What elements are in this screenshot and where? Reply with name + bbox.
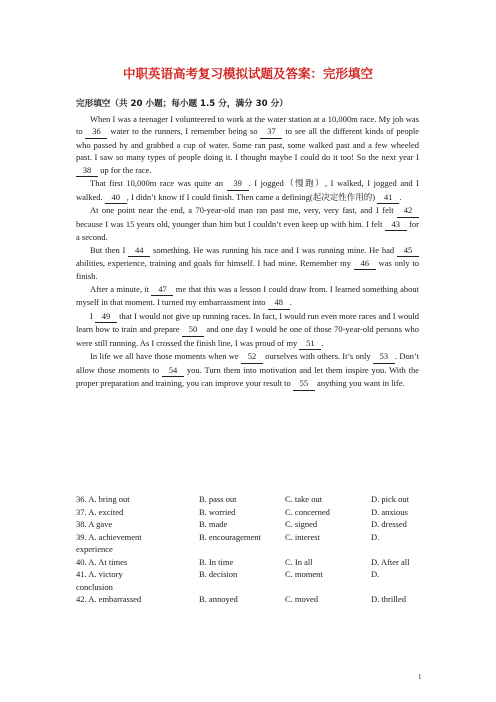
passage-text: water to the runners, I remember being so bbox=[107, 126, 261, 137]
option-row bbox=[76, 568, 419, 581]
passage-text: abilities, experience, training and goals for himself. I had mine. Remember my bbox=[76, 257, 354, 268]
passage-text: After a minute, it bbox=[90, 283, 152, 294]
passage-text: . bbox=[399, 191, 402, 202]
options-list bbox=[76, 493, 419, 606]
answer-blank: 39 bbox=[227, 177, 249, 190]
option-q: 38. A gave bbox=[76, 519, 113, 529]
option-c: C. take out bbox=[285, 494, 323, 504]
option-row bbox=[76, 593, 419, 606]
option-d: D. bbox=[371, 531, 380, 542]
passage-paragraph bbox=[76, 283, 419, 310]
passage-text: was only to finish. bbox=[76, 257, 419, 282]
passage-text: that I would not give up running races. In fact, I would run even more races and I would learn how to train and prepare bbox=[76, 310, 419, 335]
answer-blank: 36 bbox=[85, 125, 107, 138]
answer-blank: 46 bbox=[354, 257, 376, 270]
page-title: 中职英语高考复习模拟试题及答案：完形填空 bbox=[122, 66, 373, 81]
option-c: C. interest bbox=[285, 531, 320, 542]
option-d: D. After all bbox=[371, 556, 410, 567]
passage-paragraph bbox=[76, 177, 419, 204]
passage-text: something. He was running his race and I was running mine. He had bbox=[150, 244, 397, 255]
answer-blank: 47 bbox=[151, 283, 173, 296]
answer-blank: 45 bbox=[397, 244, 419, 257]
option-q: 41. A. victory bbox=[76, 569, 123, 579]
passage-text: But then I bbox=[90, 244, 129, 255]
passage-text: . bbox=[321, 337, 324, 348]
option-b: B. decision bbox=[199, 569, 238, 579]
option-q: 39. A. achievement bbox=[76, 531, 142, 542]
passage-text: , I didn’t know if I could finish. Then came a defining(起决定性作用的) bbox=[126, 191, 378, 202]
answer-blank: 49 bbox=[95, 310, 117, 323]
passage-text: you. Turn them into motivation and let them inspire you. With the proper preparation and training, you can improve your result to bbox=[76, 364, 420, 389]
passage-text: . Don’t allow those moments to bbox=[76, 351, 419, 375]
option-q: 40. A. At times bbox=[76, 556, 128, 567]
option-d: D. bbox=[371, 569, 380, 579]
option-row bbox=[76, 518, 419, 531]
passage-text: and one day I would be one of those 70-year-old persons who were still running. As I crossed the finish line, I was proud of my bbox=[76, 324, 419, 348]
option-b: B. encouragement bbox=[199, 531, 261, 542]
passage-text: At one point near the end, a 70-year-old man ran past me, very, very fast, and I felt bbox=[90, 205, 397, 216]
passage-paragraph bbox=[76, 204, 419, 243]
option-row bbox=[76, 493, 419, 506]
option-q: 37. A. excited bbox=[76, 506, 124, 517]
answer-blank: 55 bbox=[293, 377, 315, 390]
option-row bbox=[76, 531, 419, 544]
option-c: C. concerned bbox=[285, 506, 330, 517]
answer-blank: 38 bbox=[76, 164, 98, 177]
answer-blank: 43 bbox=[385, 218, 407, 231]
answer-blank: 40 bbox=[105, 191, 127, 204]
passage-text: me that this was a lesson I could draw from. I learned something about myself in that moment. I turned my embarrassment into bbox=[76, 283, 419, 308]
option-c: C. moved bbox=[285, 594, 319, 604]
answer-blank: 54 bbox=[162, 364, 184, 377]
option-c: C. In all bbox=[285, 556, 313, 567]
option-d: D. thrilled bbox=[371, 594, 406, 604]
answer-blank: 53 bbox=[373, 350, 395, 363]
page-number: 1 bbox=[418, 673, 422, 681]
passage-paragraph bbox=[76, 113, 419, 177]
passage bbox=[76, 113, 419, 391]
option-b: B. pass out bbox=[199, 494, 237, 504]
passage-text: That first 10,000m race was quite an bbox=[90, 178, 227, 189]
passage-text: I bbox=[90, 310, 95, 321]
passage-paragraph bbox=[76, 310, 419, 350]
answer-blank: 51 bbox=[299, 337, 321, 350]
answer-blank: 50 bbox=[182, 323, 204, 336]
answer-blank: 48 bbox=[268, 296, 290, 309]
passage-text: In life we all have those moments when we bbox=[90, 351, 241, 362]
option-c: C. signed bbox=[285, 519, 318, 529]
passage-text: ourselves with others. It’s only bbox=[263, 351, 373, 362]
passage-text: to see all the different kinds of people who passed by and grabbed a cup of water. Some ran past, some walked past and a few wheeled past. I saw so many types of people doing it. I thought maybe I could do it too! So the next year I bbox=[76, 126, 420, 163]
passage-text: because I was 15 years old, younger than him but I couldn’t even keep up with him. I felt bbox=[76, 218, 385, 229]
passage-text: for a second. bbox=[76, 218, 419, 243]
passage-text: When I was a teenager I volunteered to work at the water station at a 10,000m race. My job was to bbox=[76, 114, 419, 137]
option-b: B. In time bbox=[199, 556, 234, 567]
option-d: D. dressed bbox=[371, 519, 407, 529]
passage-text: . bbox=[289, 297, 292, 308]
answer-blank: 52 bbox=[241, 350, 263, 363]
answer-blank: 42 bbox=[397, 204, 419, 217]
passage-text: anything you want in life. bbox=[314, 378, 405, 389]
option-b: B. annoyed bbox=[199, 594, 238, 604]
option-d: D. pick out bbox=[371, 494, 410, 504]
option-d: D. anxious bbox=[371, 506, 408, 517]
option-row bbox=[76, 506, 419, 519]
section-heading: 完形填空（共 20 小题；每小题 1.5 分，满分 30 分） bbox=[76, 99, 288, 109]
option-row bbox=[76, 556, 419, 569]
passage-paragraph bbox=[76, 350, 419, 390]
answer-blank: 44 bbox=[128, 244, 150, 257]
option-q: 42. A. embarrassed bbox=[76, 594, 142, 604]
answer-blank: 41 bbox=[377, 191, 399, 204]
option-wrap: conclusion bbox=[76, 581, 113, 592]
option-c: C. moment bbox=[285, 569, 323, 579]
passage-text: . I jogged（慢跑）, I walked, I jogged and I walked. bbox=[76, 178, 419, 202]
passage-paragraph bbox=[76, 244, 419, 283]
option-b: B. made bbox=[199, 519, 228, 529]
option-wrap: experience bbox=[76, 544, 113, 554]
option-q: 36. A. bring out bbox=[76, 494, 130, 504]
option-b: B. worried bbox=[199, 506, 236, 517]
passage-text: up for the race. bbox=[98, 164, 152, 175]
answer-blank: 37 bbox=[260, 125, 282, 138]
